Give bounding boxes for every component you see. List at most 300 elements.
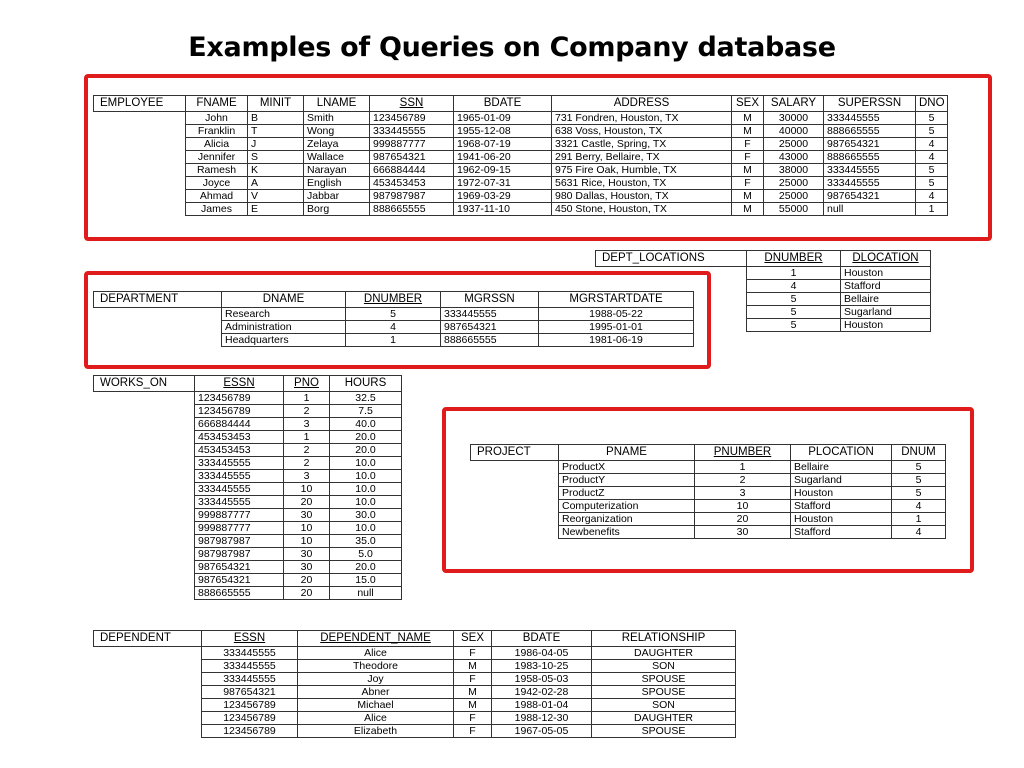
table-cell: 40.0 xyxy=(330,418,402,431)
table-row xyxy=(94,535,402,548)
table-cell: 1965-01-09 xyxy=(454,112,552,125)
row-spacer xyxy=(94,660,202,673)
table-cell: SON xyxy=(592,660,736,673)
table-row xyxy=(94,457,402,470)
table-cell: 987654321 xyxy=(195,561,284,574)
table-row xyxy=(94,444,402,457)
table-row xyxy=(94,470,402,483)
table-cell: Stafford xyxy=(841,280,931,293)
table-cell: 4 xyxy=(892,526,946,539)
table-cell: F xyxy=(454,712,492,725)
table-cell: John xyxy=(186,112,248,125)
row-spacer xyxy=(94,673,202,686)
table-row xyxy=(94,712,736,725)
table-cell: 987654321 xyxy=(441,321,539,334)
table-cell: 888665555 xyxy=(824,125,916,138)
table-cell: 5631 Rice, Houston, TX xyxy=(552,177,732,190)
table-cell: 333445555 xyxy=(195,483,284,496)
table-cell: 20 xyxy=(284,587,330,600)
relation-name: DEPARTMENT xyxy=(94,292,222,308)
table-cell: Zelaya xyxy=(304,138,370,151)
table-cell: Bellaire xyxy=(791,461,892,474)
table-cell: 30 xyxy=(284,561,330,574)
table-cell: Computerization xyxy=(559,500,695,513)
table-cell: S xyxy=(248,151,304,164)
table-cell: 3 xyxy=(284,418,330,431)
table-cell: 3321 Castle, Spring, TX xyxy=(552,138,732,151)
table-cell: M xyxy=(732,203,764,216)
column-header: DNO xyxy=(916,96,948,112)
row-spacer xyxy=(94,308,222,321)
table-cell: 333445555 xyxy=(441,308,539,321)
table-cell: M xyxy=(454,686,492,699)
table-cell: 888665555 xyxy=(824,151,916,164)
table-cell: 987654321 xyxy=(370,151,454,164)
table-cell: T xyxy=(248,125,304,138)
table-cell: 333445555 xyxy=(824,164,916,177)
table-cell: F xyxy=(732,177,764,190)
table-cell: 1962-09-15 xyxy=(454,164,552,177)
table-cell: Research xyxy=(222,308,346,321)
table-cell: SPOUSE xyxy=(592,725,736,738)
column-header: PLOCATION xyxy=(791,445,892,461)
table-cell: 333445555 xyxy=(195,496,284,509)
table-row xyxy=(94,574,402,587)
table-cell: 2 xyxy=(284,444,330,457)
table-cell: Houston xyxy=(791,513,892,526)
table-cell: 1988-01-04 xyxy=(492,699,592,712)
table-cell: 123456789 xyxy=(202,699,298,712)
table-row xyxy=(94,392,402,405)
table-cell: 453453453 xyxy=(195,431,284,444)
column-header: DNUMBER xyxy=(747,251,841,267)
table-cell: 5 xyxy=(916,112,948,125)
table-cell: 4 xyxy=(747,280,841,293)
table-cell: M xyxy=(732,164,764,177)
table-cell: 333445555 xyxy=(824,177,916,190)
table-row xyxy=(471,500,946,513)
table-cell: F xyxy=(454,647,492,660)
table-cell: 666884444 xyxy=(370,164,454,177)
table-cell: M xyxy=(454,660,492,673)
table-cell: 5 xyxy=(747,293,841,306)
table-header-row xyxy=(94,631,736,647)
table-cell: 5 xyxy=(916,125,948,138)
table-cell: 453453453 xyxy=(370,177,454,190)
table-cell: 20 xyxy=(284,574,330,587)
table-row xyxy=(471,513,946,526)
table-header-row xyxy=(94,96,948,112)
table-row xyxy=(471,474,946,487)
row-spacer xyxy=(471,461,559,474)
table-cell: 40000 xyxy=(764,125,824,138)
table-header-row xyxy=(94,292,694,308)
table-cell: Headquarters xyxy=(222,334,346,347)
table-cell: SPOUSE xyxy=(592,686,736,699)
table-row xyxy=(94,522,402,535)
column-header: SSN xyxy=(370,96,454,112)
row-spacer xyxy=(94,686,202,699)
table-cell: 1 xyxy=(284,392,330,405)
table-cell: M xyxy=(732,190,764,203)
row-spacer xyxy=(94,496,195,509)
table-cell: 1 xyxy=(695,461,791,474)
table-cell: 333445555 xyxy=(202,660,298,673)
row-spacer xyxy=(94,470,195,483)
table-cell: 1937-11-10 xyxy=(454,203,552,216)
table-row xyxy=(94,138,948,151)
table-row xyxy=(596,267,931,280)
table-cell: 55000 xyxy=(764,203,824,216)
column-header: MINIT xyxy=(248,96,304,112)
table-cell: James xyxy=(186,203,248,216)
table-header-row xyxy=(471,445,946,461)
table-cell: Bellaire xyxy=(841,293,931,306)
table-cell: 30 xyxy=(695,526,791,539)
table-cell: 999887777 xyxy=(370,138,454,151)
table-cell: Wallace xyxy=(304,151,370,164)
relation-name: WORKS_ON xyxy=(94,376,195,392)
row-spacer xyxy=(94,334,222,347)
table-row xyxy=(94,725,736,738)
table-cell: 1955-12-08 xyxy=(454,125,552,138)
table-cell: J xyxy=(248,138,304,151)
table-cell: Alice xyxy=(298,647,454,660)
table-cell: Jabbar xyxy=(304,190,370,203)
table-cell: 20.0 xyxy=(330,561,402,574)
page-title: Examples of Queries on Company database xyxy=(188,32,836,63)
table-cell: 1972-07-31 xyxy=(454,177,552,190)
table-row xyxy=(94,431,402,444)
table-cell: 5 xyxy=(346,308,441,321)
row-spacer xyxy=(94,112,186,125)
table-cell: English xyxy=(304,177,370,190)
table-cell: 123456789 xyxy=(195,392,284,405)
table-cell: 987654321 xyxy=(824,190,916,203)
table-row xyxy=(94,660,736,673)
column-header: FNAME xyxy=(186,96,248,112)
table-cell: SON xyxy=(592,699,736,712)
row-spacer xyxy=(94,138,186,151)
table-cell: Sugarland xyxy=(791,474,892,487)
table-cell: 123456789 xyxy=(202,725,298,738)
relation-name: EMPLOYEE xyxy=(94,96,186,112)
table-cell: Theodore xyxy=(298,660,454,673)
table-cell: Houston xyxy=(841,267,931,280)
table-cell: 975 Fire Oak, Humble, TX xyxy=(552,164,732,177)
table-cell: 5 xyxy=(916,177,948,190)
row-spacer xyxy=(94,431,195,444)
table-row xyxy=(94,405,402,418)
row-spacer xyxy=(94,712,202,725)
department-table xyxy=(93,291,694,347)
table-cell: K xyxy=(248,164,304,177)
table-cell: 333445555 xyxy=(370,125,454,138)
table-cell: 4 xyxy=(892,500,946,513)
table-cell: Ramesh xyxy=(186,164,248,177)
table-cell: 30.0 xyxy=(330,509,402,522)
table-cell: 987987987 xyxy=(195,548,284,561)
table-cell: 1958-05-03 xyxy=(492,673,592,686)
row-spacer xyxy=(94,203,186,216)
table-cell: Franklin xyxy=(186,125,248,138)
row-spacer xyxy=(94,151,186,164)
table-cell: Sugarland xyxy=(841,306,931,319)
table-cell: 1942-02-28 xyxy=(492,686,592,699)
table-cell: 10.0 xyxy=(330,522,402,535)
table-cell: 10.0 xyxy=(330,457,402,470)
table-cell: 987987987 xyxy=(195,535,284,548)
table-cell: 5 xyxy=(892,487,946,500)
table-cell: 25000 xyxy=(764,177,824,190)
dependent-table xyxy=(93,630,736,738)
column-header: DNUMBER xyxy=(346,292,441,308)
row-spacer xyxy=(94,125,186,138)
row-spacer xyxy=(471,513,559,526)
table-row xyxy=(94,125,948,138)
column-header: ADDRESS xyxy=(552,96,732,112)
works-on-table xyxy=(93,375,402,600)
table-cell: Narayan xyxy=(304,164,370,177)
table-cell: 1 xyxy=(346,334,441,347)
table-cell: 4 xyxy=(916,151,948,164)
table-row xyxy=(94,548,402,561)
table-cell: 3 xyxy=(695,487,791,500)
column-header: DNUM xyxy=(892,445,946,461)
table-cell: 123456789 xyxy=(202,712,298,725)
table-cell: 987987987 xyxy=(370,190,454,203)
table-cell: 4 xyxy=(346,321,441,334)
table-cell: 888665555 xyxy=(441,334,539,347)
table-cell: Jennifer xyxy=(186,151,248,164)
column-header: DLOCATION xyxy=(841,251,931,267)
table-cell: 333445555 xyxy=(824,112,916,125)
column-header: ESSN xyxy=(202,631,298,647)
table-cell: F xyxy=(454,673,492,686)
row-spacer xyxy=(94,561,195,574)
table-cell: A xyxy=(248,177,304,190)
table-row xyxy=(94,496,402,509)
row-spacer xyxy=(94,535,195,548)
table-cell: 10 xyxy=(284,483,330,496)
table-cell: 1 xyxy=(747,267,841,280)
table-cell: 2 xyxy=(695,474,791,487)
table-cell: 5 xyxy=(747,319,841,332)
table-cell: Stafford xyxy=(791,500,892,513)
table-cell: 999887777 xyxy=(195,509,284,522)
row-spacer xyxy=(94,164,186,177)
table-cell: ProductZ xyxy=(559,487,695,500)
table-cell: 2 xyxy=(284,457,330,470)
table-cell: 5 xyxy=(916,164,948,177)
column-header: BDATE xyxy=(454,96,552,112)
table-cell: 10.0 xyxy=(330,483,402,496)
relation-name: DEPENDENT xyxy=(94,631,202,647)
column-header: LNAME xyxy=(304,96,370,112)
table-cell: M xyxy=(454,699,492,712)
table-cell: Ahmad xyxy=(186,190,248,203)
table-cell: ProductY xyxy=(559,474,695,487)
table-cell: 10.0 xyxy=(330,496,402,509)
row-spacer xyxy=(94,574,195,587)
table-cell: 10 xyxy=(284,535,330,548)
table-cell: 888665555 xyxy=(370,203,454,216)
row-spacer xyxy=(94,699,202,712)
table-cell: 1 xyxy=(284,431,330,444)
table-row xyxy=(94,418,402,431)
table-cell: 987654321 xyxy=(195,574,284,587)
column-header: PNUMBER xyxy=(695,445,791,461)
table-row xyxy=(94,483,402,496)
table-row xyxy=(94,203,948,216)
table-cell: 987654321 xyxy=(202,686,298,699)
table-cell: Alicia xyxy=(186,138,248,151)
table-cell: 38000 xyxy=(764,164,824,177)
table-cell: F xyxy=(732,138,764,151)
table-cell: 888665555 xyxy=(195,587,284,600)
table-row xyxy=(94,647,736,660)
row-spacer xyxy=(94,647,202,660)
table-cell: null xyxy=(824,203,916,216)
table-cell: 1968-07-19 xyxy=(454,138,552,151)
table-cell: SPOUSE xyxy=(592,673,736,686)
table-row xyxy=(94,190,948,203)
table-cell: V xyxy=(248,190,304,203)
row-spacer xyxy=(94,190,186,203)
table-cell: 32.5 xyxy=(330,392,402,405)
table-cell: 1941-06-20 xyxy=(454,151,552,164)
table-cell: Newbenefits xyxy=(559,526,695,539)
table-row xyxy=(94,334,694,347)
table-row xyxy=(94,686,736,699)
table-cell: 20 xyxy=(695,513,791,526)
table-cell: Elizabeth xyxy=(298,725,454,738)
column-header: SALARY xyxy=(764,96,824,112)
table-cell: 3 xyxy=(284,470,330,483)
table-cell: null xyxy=(330,587,402,600)
table-cell: 25000 xyxy=(764,138,824,151)
table-row xyxy=(94,699,736,712)
table-cell: 1995-01-01 xyxy=(539,321,694,334)
table-cell: Administration xyxy=(222,321,346,334)
table-cell: 1981-06-19 xyxy=(539,334,694,347)
row-spacer xyxy=(94,725,202,738)
table-cell: DAUGHTER xyxy=(592,712,736,725)
column-header: PNAME xyxy=(559,445,695,461)
row-spacer xyxy=(471,474,559,487)
row-spacer xyxy=(471,487,559,500)
table-cell: 1967-05-05 xyxy=(492,725,592,738)
table-cell: Stafford xyxy=(791,526,892,539)
row-spacer xyxy=(471,526,559,539)
table-cell: 1 xyxy=(892,513,946,526)
table-cell: 666884444 xyxy=(195,418,284,431)
column-header: RELATIONSHIP xyxy=(592,631,736,647)
table-row xyxy=(471,461,946,474)
table-row xyxy=(94,112,948,125)
table-header-row xyxy=(596,251,931,267)
table-cell: M xyxy=(732,112,764,125)
table-cell: F xyxy=(732,151,764,164)
row-spacer xyxy=(94,177,186,190)
table-cell: 1988-12-30 xyxy=(492,712,592,725)
table-cell: 30 xyxy=(284,548,330,561)
table-cell: Houston xyxy=(841,319,931,332)
column-header: BDATE xyxy=(492,631,592,647)
row-spacer xyxy=(94,548,195,561)
column-header: MGRSTARTDATE xyxy=(539,292,694,308)
table-cell: 1988-05-22 xyxy=(539,308,694,321)
row-spacer xyxy=(94,321,222,334)
table-cell: M xyxy=(732,125,764,138)
table-row xyxy=(94,177,948,190)
table-cell: Reorganization xyxy=(559,513,695,526)
table-cell: 25000 xyxy=(764,190,824,203)
table-row xyxy=(94,151,948,164)
table-cell: 10 xyxy=(695,500,791,513)
table-cell: 123456789 xyxy=(370,112,454,125)
table-cell: 333445555 xyxy=(195,470,284,483)
table-cell: 980 Dallas, Houston, TX xyxy=(552,190,732,203)
table-cell: 1983-10-25 xyxy=(492,660,592,673)
table-cell: F xyxy=(454,725,492,738)
table-cell: B xyxy=(248,112,304,125)
table-row xyxy=(471,526,946,539)
table-cell: 333445555 xyxy=(195,457,284,470)
row-spacer xyxy=(94,587,195,600)
table-cell: 30000 xyxy=(764,112,824,125)
table-cell: Houston xyxy=(791,487,892,500)
table-cell: 7.5 xyxy=(330,405,402,418)
row-spacer xyxy=(94,392,195,405)
row-spacer xyxy=(94,405,195,418)
row-spacer xyxy=(94,457,195,470)
relation-name: PROJECT xyxy=(471,445,559,461)
table-cell: 20.0 xyxy=(330,444,402,457)
table-cell: 1969-03-29 xyxy=(454,190,552,203)
column-header: DEPENDENT_NAME xyxy=(298,631,454,647)
table-cell: 5.0 xyxy=(330,548,402,561)
relation-name: DEPT_LOCATIONS xyxy=(596,251,747,267)
column-header: SUPERSSN xyxy=(824,96,916,112)
table-cell: 638 Voss, Houston, TX xyxy=(552,125,732,138)
table-cell: Wong xyxy=(304,125,370,138)
column-header: HOURS xyxy=(330,376,402,392)
table-cell: 453453453 xyxy=(195,444,284,457)
table-cell: 4 xyxy=(916,190,948,203)
table-cell: 5 xyxy=(892,474,946,487)
table-cell: ProductX xyxy=(559,461,695,474)
table-cell: 15.0 xyxy=(330,574,402,587)
table-cell: 333445555 xyxy=(202,673,298,686)
table-cell: 123456789 xyxy=(195,405,284,418)
table-cell: 20 xyxy=(284,496,330,509)
table-row xyxy=(94,673,736,686)
column-header: ESSN xyxy=(195,376,284,392)
table-row xyxy=(94,308,694,321)
table-cell: 5 xyxy=(892,461,946,474)
table-cell: 999887777 xyxy=(195,522,284,535)
table-row xyxy=(94,509,402,522)
row-spacer xyxy=(471,500,559,513)
table-cell: DAUGHTER xyxy=(592,647,736,660)
table-row xyxy=(94,321,694,334)
row-spacer xyxy=(94,509,195,522)
table-cell: Joy xyxy=(298,673,454,686)
table-cell: 35.0 xyxy=(330,535,402,548)
table-cell: Smith xyxy=(304,112,370,125)
row-spacer xyxy=(94,522,195,535)
